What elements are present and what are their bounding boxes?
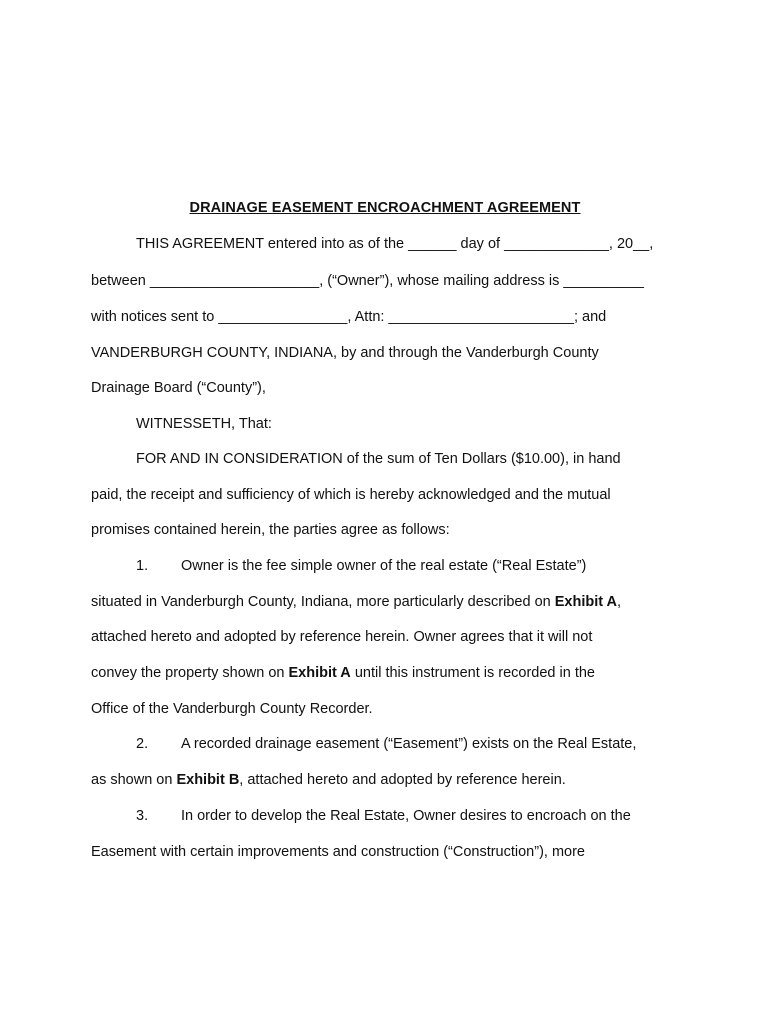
paragraph-line: between _____________________, (“Owner”), whose mailing address is __________ xyxy=(91,273,644,289)
paragraph-line: VANDERBURGH COUNTY, INDIANA, by and through the Vanderburgh County xyxy=(91,345,599,361)
item-text-segment: as shown on xyxy=(91,772,177,788)
paragraph-line: WITNESSETH, That: xyxy=(136,416,272,432)
item-text: Office of the Vanderburgh County Recorder. xyxy=(91,701,373,717)
paragraph-line: paid, the receipt and sufficiency of which is hereby acknowledged and the mutual xyxy=(91,487,611,503)
exhibit-reference: Exhibit A xyxy=(554,594,618,610)
item-number: 1. xyxy=(136,558,149,574)
item-text-segment: convey the property shown on xyxy=(91,665,289,681)
exhibit-reference: Exhibit A xyxy=(288,665,351,681)
item-text-segment: situated in Vanderburgh County, Indiana, more particularly described on xyxy=(91,594,555,610)
item-text-segment: , xyxy=(617,594,622,610)
item-text xyxy=(91,665,595,681)
item-text: A recorded drainage easement (“Easement”) exists on the Real Estate, xyxy=(181,736,637,752)
item-text xyxy=(91,594,621,610)
paragraph-line: FOR AND IN CONSIDERATION of the sum of Ten Dollars ($10.00), in hand xyxy=(136,451,621,467)
item-text: Easement with certain improvements and construction (“Construction”), more xyxy=(91,844,585,860)
paragraph-line: Drainage Board (“County”), xyxy=(91,380,266,396)
item-text: Owner is the fee simple owner of the real estate (“Real Estate”) xyxy=(181,558,587,574)
item-text: In order to develop the Real Estate, Owner desires to encroach on the xyxy=(181,808,631,824)
item-text-segment: until this instrument is recorded in the xyxy=(350,665,595,681)
paragraph-line: promises contained herein, the parties agree as follows: xyxy=(91,522,450,538)
item-number: 2. xyxy=(136,736,149,752)
paragraph-line: with notices sent to ________________, Attn: _______________________; and xyxy=(91,309,607,325)
exhibit-reference: Exhibit B xyxy=(176,772,240,788)
document-title: DRAINAGE EASEMENT ENCROACHMENT AGREEMENT xyxy=(189,200,581,216)
item-text: attached hereto and adopted by reference herein. Owner agrees that it will not xyxy=(91,629,593,645)
item-number: 3. xyxy=(136,808,149,824)
paragraph-line: THIS AGREEMENT entered into as of the ______ day of _____________, 20__, xyxy=(136,236,654,252)
item-text-segment: , attached hereto and adopted by reference herein. xyxy=(239,772,566,788)
item-text xyxy=(91,772,566,788)
